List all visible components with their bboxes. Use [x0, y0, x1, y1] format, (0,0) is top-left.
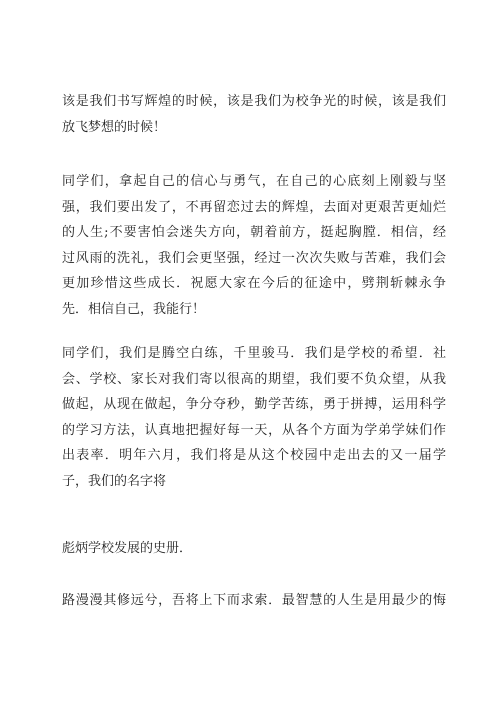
text-line: 同学们，我们是腾空白练，千里骏马．我们是学校的希望．社	[62, 346, 446, 361]
text-line: 同学们，拿起自己的信心与勇气，在自己的心底刻上刚毅与坚	[62, 174, 446, 189]
text-line: 放飞梦想的时候！	[62, 119, 167, 135]
text-line: 做起，从现在做起，争分夺秒，勤学苦练，勇于拼搏，运用科学	[62, 397, 446, 413]
paragraph-5	[62, 588, 446, 614]
text-line: 先．相信自己，我能行！	[62, 301, 206, 317]
text-line: 会、学校、家长对我们寄以很高的期望，我们要不负众望，从我	[62, 371, 446, 387]
text-line: 该是我们书写辉煌的时候，该是我们为校争光的时候，该是我们	[62, 94, 446, 109]
text-line: 彪炳学校发展的史册．	[62, 541, 193, 556]
text-line: 更加珍惜这些成长．祝愿大家在今后的征途中，劈荆斩棘永争	[62, 276, 446, 292]
text-line: 出表率．明年六月，我们将是从这个校园中走出去的又一届学	[62, 448, 446, 464]
text-line: 过风雨的洗礼，我们会更坚强，经过一次次失败与苦难，我们会	[62, 250, 446, 266]
text-line: 子，我们的名字将	[62, 473, 167, 489]
text-line: 路漫漫其修远兮，吾将上下而求索．最智慧的人生是用最少的悔	[62, 593, 446, 608]
text-line: 的学习方法，认真地把握好每一天，从各个方面为学弟学妹们作	[62, 422, 446, 438]
paragraph-2	[62, 169, 446, 323]
paragraph-1	[62, 89, 446, 140]
paragraph-4	[62, 536, 446, 562]
paragraph-3	[62, 341, 446, 495]
text-line: 的人生;不要害怕会迷失方向，朝着前方，挺起胸膛．相信，经	[62, 225, 446, 241]
text-line: 强，我们要出发了，不再留恋过去的辉煌，去面对更艰苦更灿烂	[62, 199, 446, 215]
